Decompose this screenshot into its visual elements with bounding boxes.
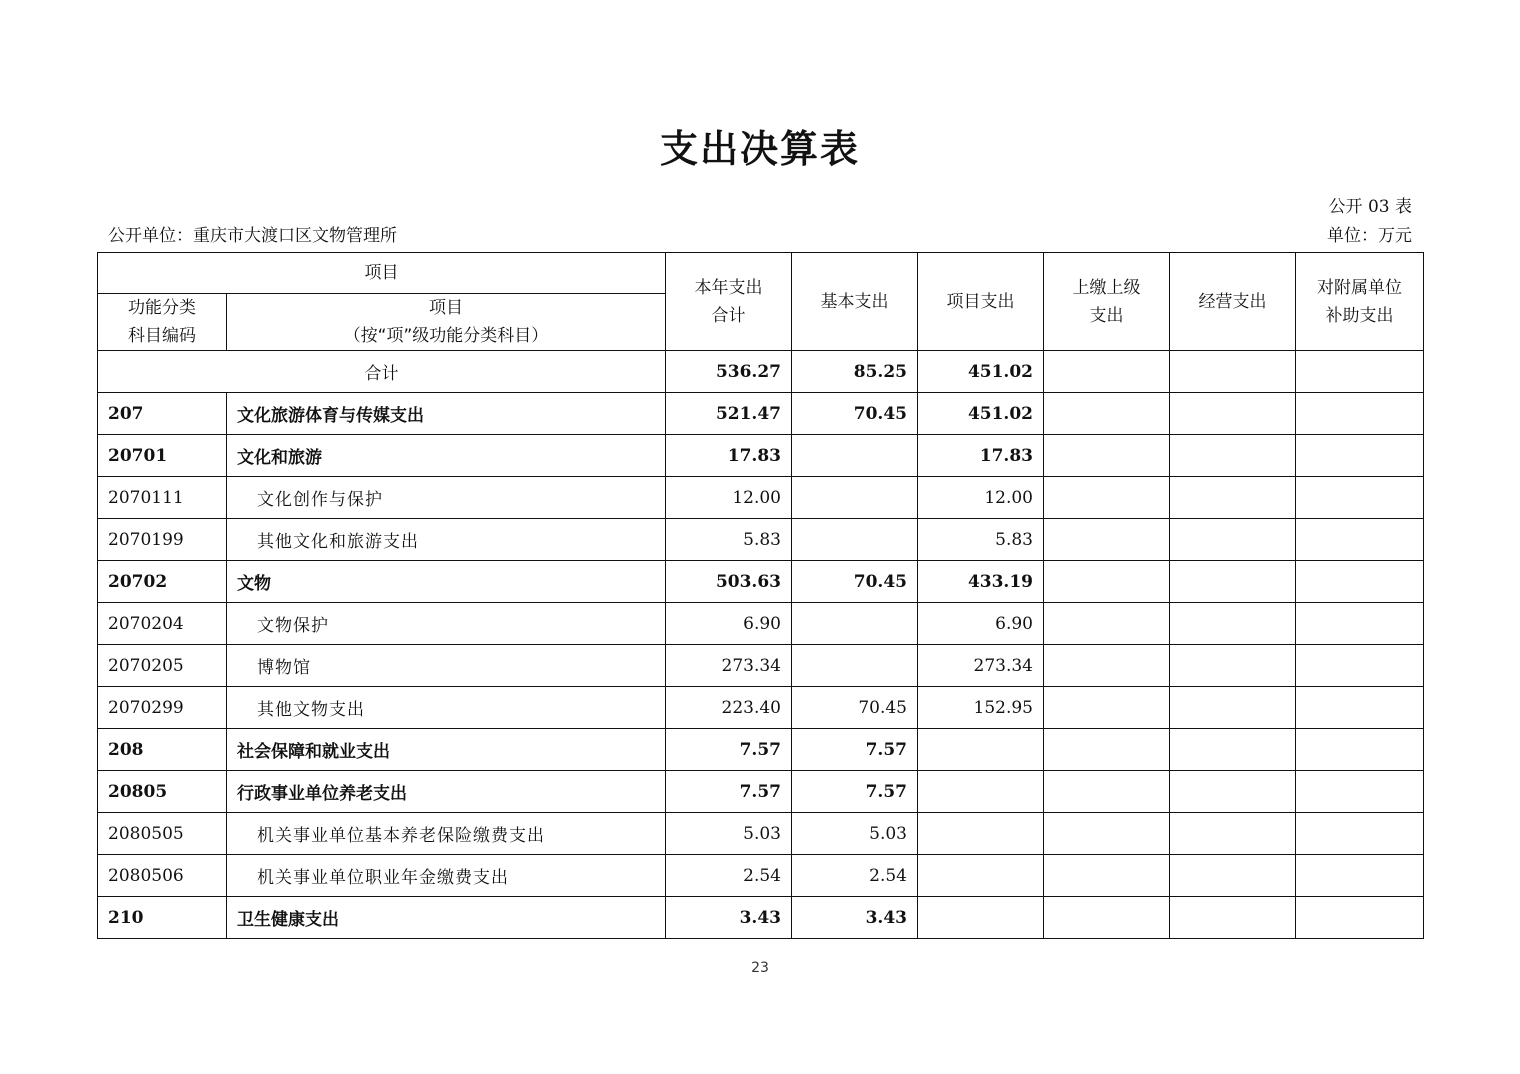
header-basic: 基本支出 <box>792 253 918 351</box>
expenditure-table <box>97 252 1424 939</box>
name-cell: 文物保护 <box>227 603 666 645</box>
project-cell: 12.00 <box>918 477 1044 519</box>
total-cell: 12.00 <box>666 477 792 519</box>
basic-cell <box>792 603 918 645</box>
header-name-line1: 项目 <box>429 298 463 318</box>
code-cell: 2080506 <box>98 855 227 897</box>
header-total <box>666 253 792 351</box>
total-cell: 5.83 <box>666 519 792 561</box>
total-row <box>98 351 1424 393</box>
project-cell: 6.90 <box>918 603 1044 645</box>
operating-cell <box>1170 687 1296 729</box>
code-cell: 2070205 <box>98 645 227 687</box>
total-cell-project: 451.02 <box>918 351 1044 393</box>
basic-cell <box>792 645 918 687</box>
subsidy-cell <box>1296 813 1424 855</box>
header-name <box>227 294 666 351</box>
upper-cell <box>1044 561 1170 603</box>
total-cell-subsidy <box>1296 351 1424 393</box>
code-cell: 2070199 <box>98 519 227 561</box>
project-cell: 433.19 <box>918 561 1044 603</box>
table-row <box>98 855 1424 897</box>
code-cell: 2070204 <box>98 603 227 645</box>
total-cell-operating <box>1170 351 1296 393</box>
basic-cell <box>792 477 918 519</box>
upper-cell <box>1044 897 1170 939</box>
project-cell <box>918 897 1044 939</box>
upper-cell <box>1044 771 1170 813</box>
operating-cell <box>1170 393 1296 435</box>
project-cell: 5.83 <box>918 519 1044 561</box>
subsidy-cell <box>1296 855 1424 897</box>
upper-cell <box>1044 477 1170 519</box>
table-row <box>98 687 1424 729</box>
table-row <box>98 729 1424 771</box>
code-cell: 2070111 <box>98 477 227 519</box>
total-cell: 3.43 <box>666 897 792 939</box>
project-cell: 152.95 <box>918 687 1044 729</box>
subsidy-cell <box>1296 729 1424 771</box>
operating-cell <box>1170 855 1296 897</box>
table-row <box>98 519 1424 561</box>
basic-cell: 7.57 <box>792 729 918 771</box>
header-code-line1: 功能分类 <box>128 298 196 318</box>
currency-unit: 单位：万元 <box>1327 226 1412 246</box>
total-cell: 2.54 <box>666 855 792 897</box>
table-row <box>98 603 1424 645</box>
project-cell: 17.83 <box>918 435 1044 477</box>
total-cell: 6.90 <box>666 603 792 645</box>
page-title: 支出决算表 <box>659 127 860 171</box>
header-total-line2: 合计 <box>711 305 746 326</box>
total-cell-total: 536.27 <box>666 351 792 393</box>
header-operating: 经营支出 <box>1170 253 1296 351</box>
subsidy-cell <box>1296 687 1424 729</box>
table-row <box>98 897 1424 939</box>
total-cell: 273.34 <box>666 645 792 687</box>
upper-cell <box>1044 519 1170 561</box>
header-total-line1: 本年支出 <box>694 277 763 298</box>
code-cell: 20701 <box>98 435 227 477</box>
basic-cell: 70.45 <box>792 561 918 603</box>
upper-cell <box>1044 813 1170 855</box>
subsidy-cell <box>1296 435 1424 477</box>
name-cell: 机关事业单位职业年金缴费支出 <box>227 855 666 897</box>
operating-cell <box>1170 561 1296 603</box>
total-cell: 503.63 <box>666 561 792 603</box>
subsidy-cell <box>1296 771 1424 813</box>
name-cell: 行政事业单位养老支出 <box>227 771 666 813</box>
code-cell: 20805 <box>98 771 227 813</box>
name-cell: 机关事业单位基本养老保险缴费支出 <box>227 813 666 855</box>
name-cell: 卫生健康支出 <box>227 897 666 939</box>
total-cell-basic: 85.25 <box>792 351 918 393</box>
table-row <box>98 393 1424 435</box>
table-row <box>98 813 1424 855</box>
total-cell: 223.40 <box>666 687 792 729</box>
name-cell: 其他文化和旅游支出 <box>227 519 666 561</box>
upper-cell <box>1044 855 1170 897</box>
code-cell: 210 <box>98 897 227 939</box>
basic-cell: 5.03 <box>792 813 918 855</box>
upper-cell <box>1044 393 1170 435</box>
upper-cell <box>1044 645 1170 687</box>
header-upper-line2: 支出 <box>1089 305 1124 326</box>
basic-cell: 70.45 <box>792 687 918 729</box>
operating-cell <box>1170 813 1296 855</box>
name-cell: 其他文物支出 <box>227 687 666 729</box>
subsidy-cell <box>1296 477 1424 519</box>
operating-cell <box>1170 435 1296 477</box>
header-subsidy-line1: 对附属单位 <box>1317 277 1402 298</box>
subsidy-cell <box>1296 603 1424 645</box>
code-cell: 20702 <box>98 561 227 603</box>
reporting-unit: 公开单位：重庆市大渡口区文物管理所 <box>108 226 397 246</box>
name-cell: 文化和旅游 <box>227 435 666 477</box>
page-number: 23 <box>751 960 769 976</box>
total-cell-upper <box>1044 351 1170 393</box>
total-cell: 17.83 <box>666 435 792 477</box>
code-cell: 207 <box>98 393 227 435</box>
operating-cell <box>1170 477 1296 519</box>
upper-cell <box>1044 603 1170 645</box>
basic-cell: 70.45 <box>792 393 918 435</box>
total-label: 合计 <box>98 351 666 393</box>
upper-cell <box>1044 435 1170 477</box>
name-cell: 文化创作与保护 <box>227 477 666 519</box>
subsidy-cell <box>1296 561 1424 603</box>
header-upper-line1: 上缴上级 <box>1072 277 1141 298</box>
header-project: 项目支出 <box>918 253 1044 351</box>
total-cell: 5.03 <box>666 813 792 855</box>
operating-cell <box>1170 519 1296 561</box>
header-item: 项目 <box>98 253 666 294</box>
basic-cell: 3.43 <box>792 897 918 939</box>
basic-cell <box>792 435 918 477</box>
header-row-1 <box>98 253 1424 294</box>
project-cell: 451.02 <box>918 393 1044 435</box>
name-cell: 博物馆 <box>227 645 666 687</box>
table-row <box>98 771 1424 813</box>
operating-cell <box>1170 603 1296 645</box>
header-subsidy <box>1296 253 1424 351</box>
subsidy-cell <box>1296 393 1424 435</box>
table-row <box>98 645 1424 687</box>
operating-cell <box>1170 771 1296 813</box>
total-cell: 7.57 <box>666 729 792 771</box>
total-cell: 521.47 <box>666 393 792 435</box>
header-code-line2: 科目编码 <box>128 326 196 346</box>
name-cell: 文物 <box>227 561 666 603</box>
basic-cell <box>792 519 918 561</box>
subsidy-cell <box>1296 519 1424 561</box>
name-cell: 文化旅游体育与传媒支出 <box>227 393 666 435</box>
code-cell: 2070299 <box>98 687 227 729</box>
code-cell: 208 <box>98 729 227 771</box>
header-upper <box>1044 253 1170 351</box>
subsidy-cell <box>1296 897 1424 939</box>
header-subsidy-line2: 补助支出 <box>1325 305 1394 326</box>
name-cell: 社会保障和就业支出 <box>227 729 666 771</box>
operating-cell <box>1170 729 1296 771</box>
project-cell: 273.34 <box>918 645 1044 687</box>
header-name-line2: （按“项”级功能分类科目） <box>343 326 549 346</box>
project-cell <box>918 813 1044 855</box>
basic-cell: 7.57 <box>792 771 918 813</box>
header-code <box>98 294 227 351</box>
project-cell <box>918 855 1044 897</box>
upper-cell <box>1044 729 1170 771</box>
operating-cell <box>1170 897 1296 939</box>
operating-cell <box>1170 645 1296 687</box>
total-cell: 7.57 <box>666 771 792 813</box>
form-number: 公开 03 表 <box>1328 197 1412 217</box>
upper-cell <box>1044 687 1170 729</box>
table-row <box>98 477 1424 519</box>
code-cell: 2080505 <box>98 813 227 855</box>
basic-cell: 2.54 <box>792 855 918 897</box>
project-cell <box>918 729 1044 771</box>
project-cell <box>918 771 1044 813</box>
table-row <box>98 435 1424 477</box>
subsidy-cell <box>1296 645 1424 687</box>
table-row <box>98 561 1424 603</box>
